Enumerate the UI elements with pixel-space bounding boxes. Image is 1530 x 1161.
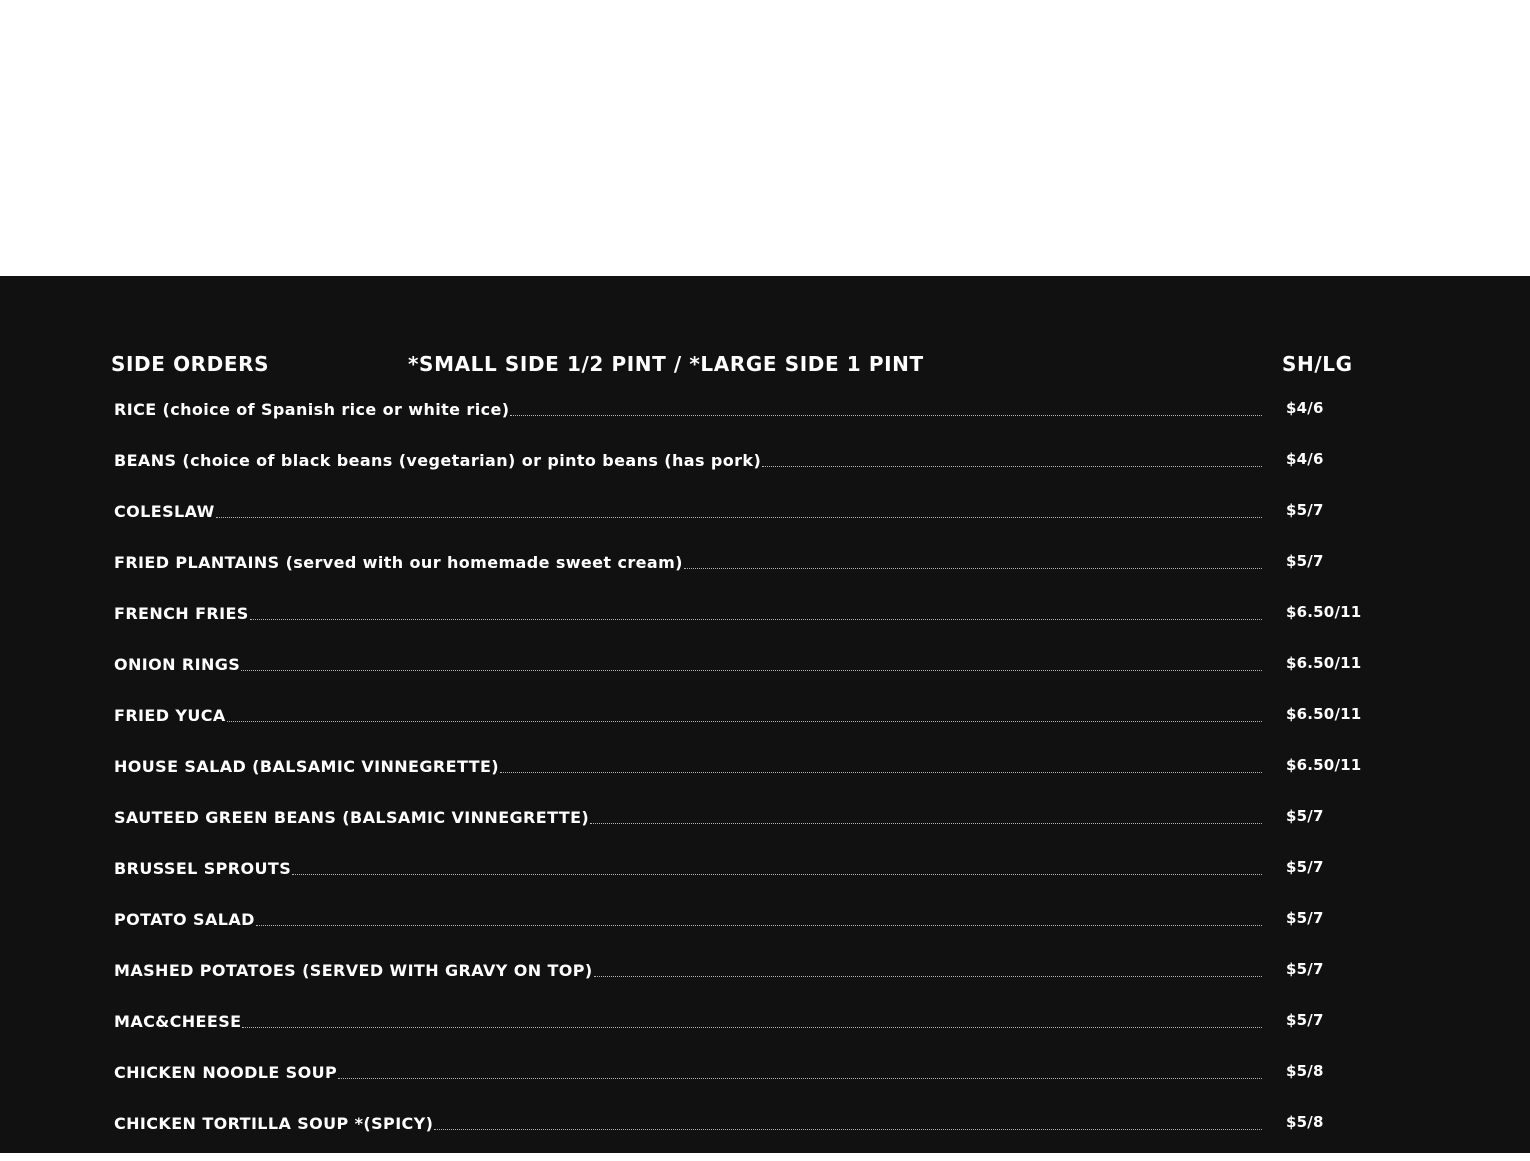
menu-item-price: $4/6 bbox=[1286, 399, 1324, 417]
leader-dots bbox=[241, 669, 1262, 671]
menu-item bbox=[0, 906, 1530, 957]
leader-dots bbox=[434, 1128, 1262, 1130]
menu-item-name: CHICKEN NOODLE SOUP bbox=[114, 1063, 338, 1082]
price-column-header: SH/LG bbox=[1282, 352, 1353, 376]
menu-item-price: $5/7 bbox=[1286, 501, 1324, 519]
menu-item-name: FRIED YUCA bbox=[114, 706, 226, 725]
menu-item bbox=[0, 651, 1530, 702]
menu-item bbox=[0, 1008, 1530, 1059]
menu-item-name: FRENCH FRIES bbox=[114, 604, 249, 623]
menu-item-list bbox=[0, 396, 1530, 1161]
menu-item-price: $6.50/11 bbox=[1286, 654, 1362, 672]
leader-dots bbox=[594, 975, 1262, 977]
leader-dots bbox=[227, 720, 1262, 722]
menu-item-price: $5/8 bbox=[1286, 1062, 1324, 1080]
size-note: *SMALL SIDE 1/2 PINT / *LARGE SIDE 1 PINT bbox=[408, 352, 924, 376]
leader-dots bbox=[292, 873, 1262, 875]
leader-dots bbox=[216, 516, 1262, 518]
menu-item-price: $5/7 bbox=[1286, 960, 1324, 978]
menu-item bbox=[0, 447, 1530, 498]
menu-item bbox=[0, 600, 1530, 651]
menu-item-name: BRUSSEL SPROUTS bbox=[114, 859, 292, 878]
menu-item-name: HOUSE SALAD (BALSAMIC VINNEGRETTE) bbox=[114, 757, 499, 776]
menu-item-price: $6.50/11 bbox=[1286, 756, 1362, 774]
menu-item bbox=[0, 396, 1530, 447]
leader-dots bbox=[762, 465, 1262, 467]
menu-item bbox=[0, 498, 1530, 549]
menu-item-name: SAUTEED GREEN BEANS (BALSAMIC VINNEGRETTE) bbox=[114, 808, 590, 827]
menu-item-price: $4/6 bbox=[1286, 450, 1324, 468]
menu-item-name: COLESLAW bbox=[114, 502, 215, 521]
menu-item-price: $5/7 bbox=[1286, 807, 1324, 825]
menu-item-price: $5/7 bbox=[1286, 552, 1324, 570]
menu-header-row bbox=[0, 352, 1530, 376]
leader-dots bbox=[242, 1026, 1262, 1028]
menu-item-name: CHICKEN TORTILLA SOUP *(SPICY) bbox=[114, 1114, 434, 1133]
menu-item-name: RICE (choice of Spanish rice or white rice) bbox=[114, 400, 510, 419]
menu-item-name: MAC&CHEESE bbox=[114, 1012, 242, 1031]
leader-dots bbox=[590, 822, 1262, 824]
menu-item bbox=[0, 753, 1530, 804]
menu-item-name: ONION RINGS bbox=[114, 655, 241, 674]
menu-item bbox=[0, 1059, 1530, 1110]
menu-item-price: $5/8 bbox=[1286, 1113, 1324, 1131]
side-orders-menu bbox=[0, 276, 1530, 1153]
menu-item bbox=[0, 549, 1530, 600]
menu-item-name: FRIED PLANTAINS (served with our homemade sweet cream) bbox=[114, 553, 683, 572]
leader-dots bbox=[510, 414, 1262, 416]
leader-dots bbox=[256, 924, 1262, 926]
menu-item-price: $5/7 bbox=[1286, 909, 1324, 927]
menu-item bbox=[0, 1110, 1530, 1161]
menu-item-price: $5/7 bbox=[1286, 1011, 1324, 1029]
menu-item-price: $6.50/11 bbox=[1286, 603, 1362, 621]
menu-item bbox=[0, 804, 1530, 855]
leader-dots bbox=[338, 1077, 1262, 1079]
menu-item bbox=[0, 957, 1530, 1008]
menu-item bbox=[0, 855, 1530, 906]
section-title: SIDE ORDERS bbox=[111, 352, 270, 376]
leader-dots bbox=[684, 567, 1262, 569]
menu-item-name: POTATO SALAD bbox=[114, 910, 255, 929]
leader-dots bbox=[500, 771, 1262, 773]
menu-item-price: $5/7 bbox=[1286, 858, 1324, 876]
menu-item-name: BEANS (choice of black beans (vegetarian) or pinto beans (has pork) bbox=[114, 451, 762, 470]
menu-item-name: MASHED POTATOES (SERVED WITH GRAVY ON TOP) bbox=[114, 961, 593, 980]
menu-item-price: $6.50/11 bbox=[1286, 705, 1362, 723]
top-blank-area bbox=[0, 0, 1530, 276]
leader-dots bbox=[250, 618, 1262, 620]
menu-item bbox=[0, 702, 1530, 753]
